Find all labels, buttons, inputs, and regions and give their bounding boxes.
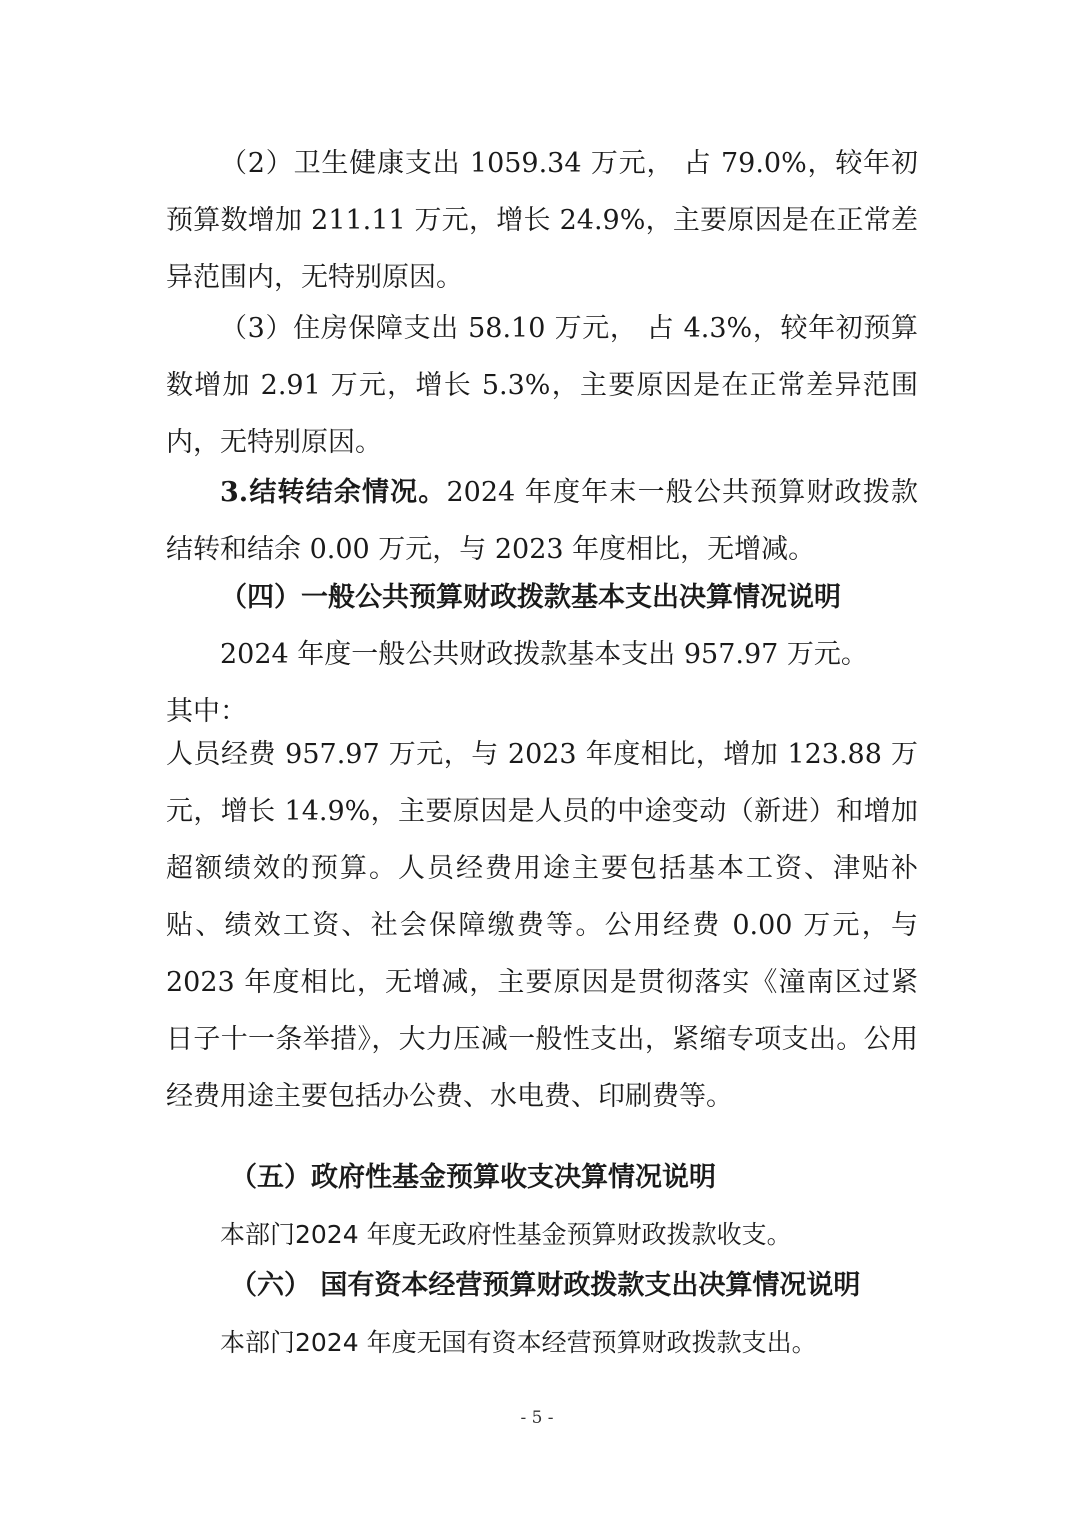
section-4-heading: （四）一般公共预算财政拨款基本支出决算情况说明 <box>220 582 841 613</box>
paragraph-carryover <box>166 464 918 578</box>
section-6-text: 本部门2024 年度无国有资本经营预算财政拨款支出。 <box>220 1328 817 1357</box>
section-6-heading: （六） 国有资本经营预算财政拨款支出决算情况说明 <box>230 1270 861 1301</box>
paragraph-housing-expenditure: （3）住房保障支出 58.10 万元， 占 4.3%，较年初预算数增加 2.91 万元，增长 5.3%，主要原因是在正常差异范围内，无特别原因。 <box>166 313 918 458</box>
section-4-intro: 2024 年度一般公共财政拨款基本支出 957.97 万元。 <box>220 639 868 670</box>
page-number: - 5 - <box>520 1408 554 1428</box>
section-4-among: 其中： <box>166 696 247 727</box>
paragraph-health-expenditure: （2）卫生健康支出 1059.34 万元， 占 79.0%，较年初预算数增加 211.11 万元，增长 24.9%，主要原因是在正常差异范围内，无特别原因。 <box>166 148 918 293</box>
section-5-heading: （五）政府性基金预算收支决算情况说明 <box>230 1162 716 1193</box>
carryover-text: 2024 年度年末一般公共预算财政拨款结转和结余 0.00 万元，与 2023 年度相比，无增减。 <box>166 477 919 565</box>
section-4-detail: 人员经费 957.97 万元，与 2023 年度相比，增加 123.88 万元，增长 14.9%，主要原因是人员的中途变动（新进）和增加超额绩效的预算。人员经费用途主要包括基本工资、津贴补贴、绩效工资、社会保障缴费等。公用经费 0.00 万元，与 2023 年度相比，无增减，主要原因是贯彻落实《潼南区过紧日子十一条举措》，大力压减一般性支出，紧缩专项支出。公用经费用途主要包括办公费、水电费、印刷费等。 <box>166 739 918 1112</box>
section-5-text: 本部门2024 年度无政府性基金预算财政拨款收支。 <box>220 1220 792 1249</box>
carryover-lead: 3.结转结余情况。 <box>220 477 447 508</box>
